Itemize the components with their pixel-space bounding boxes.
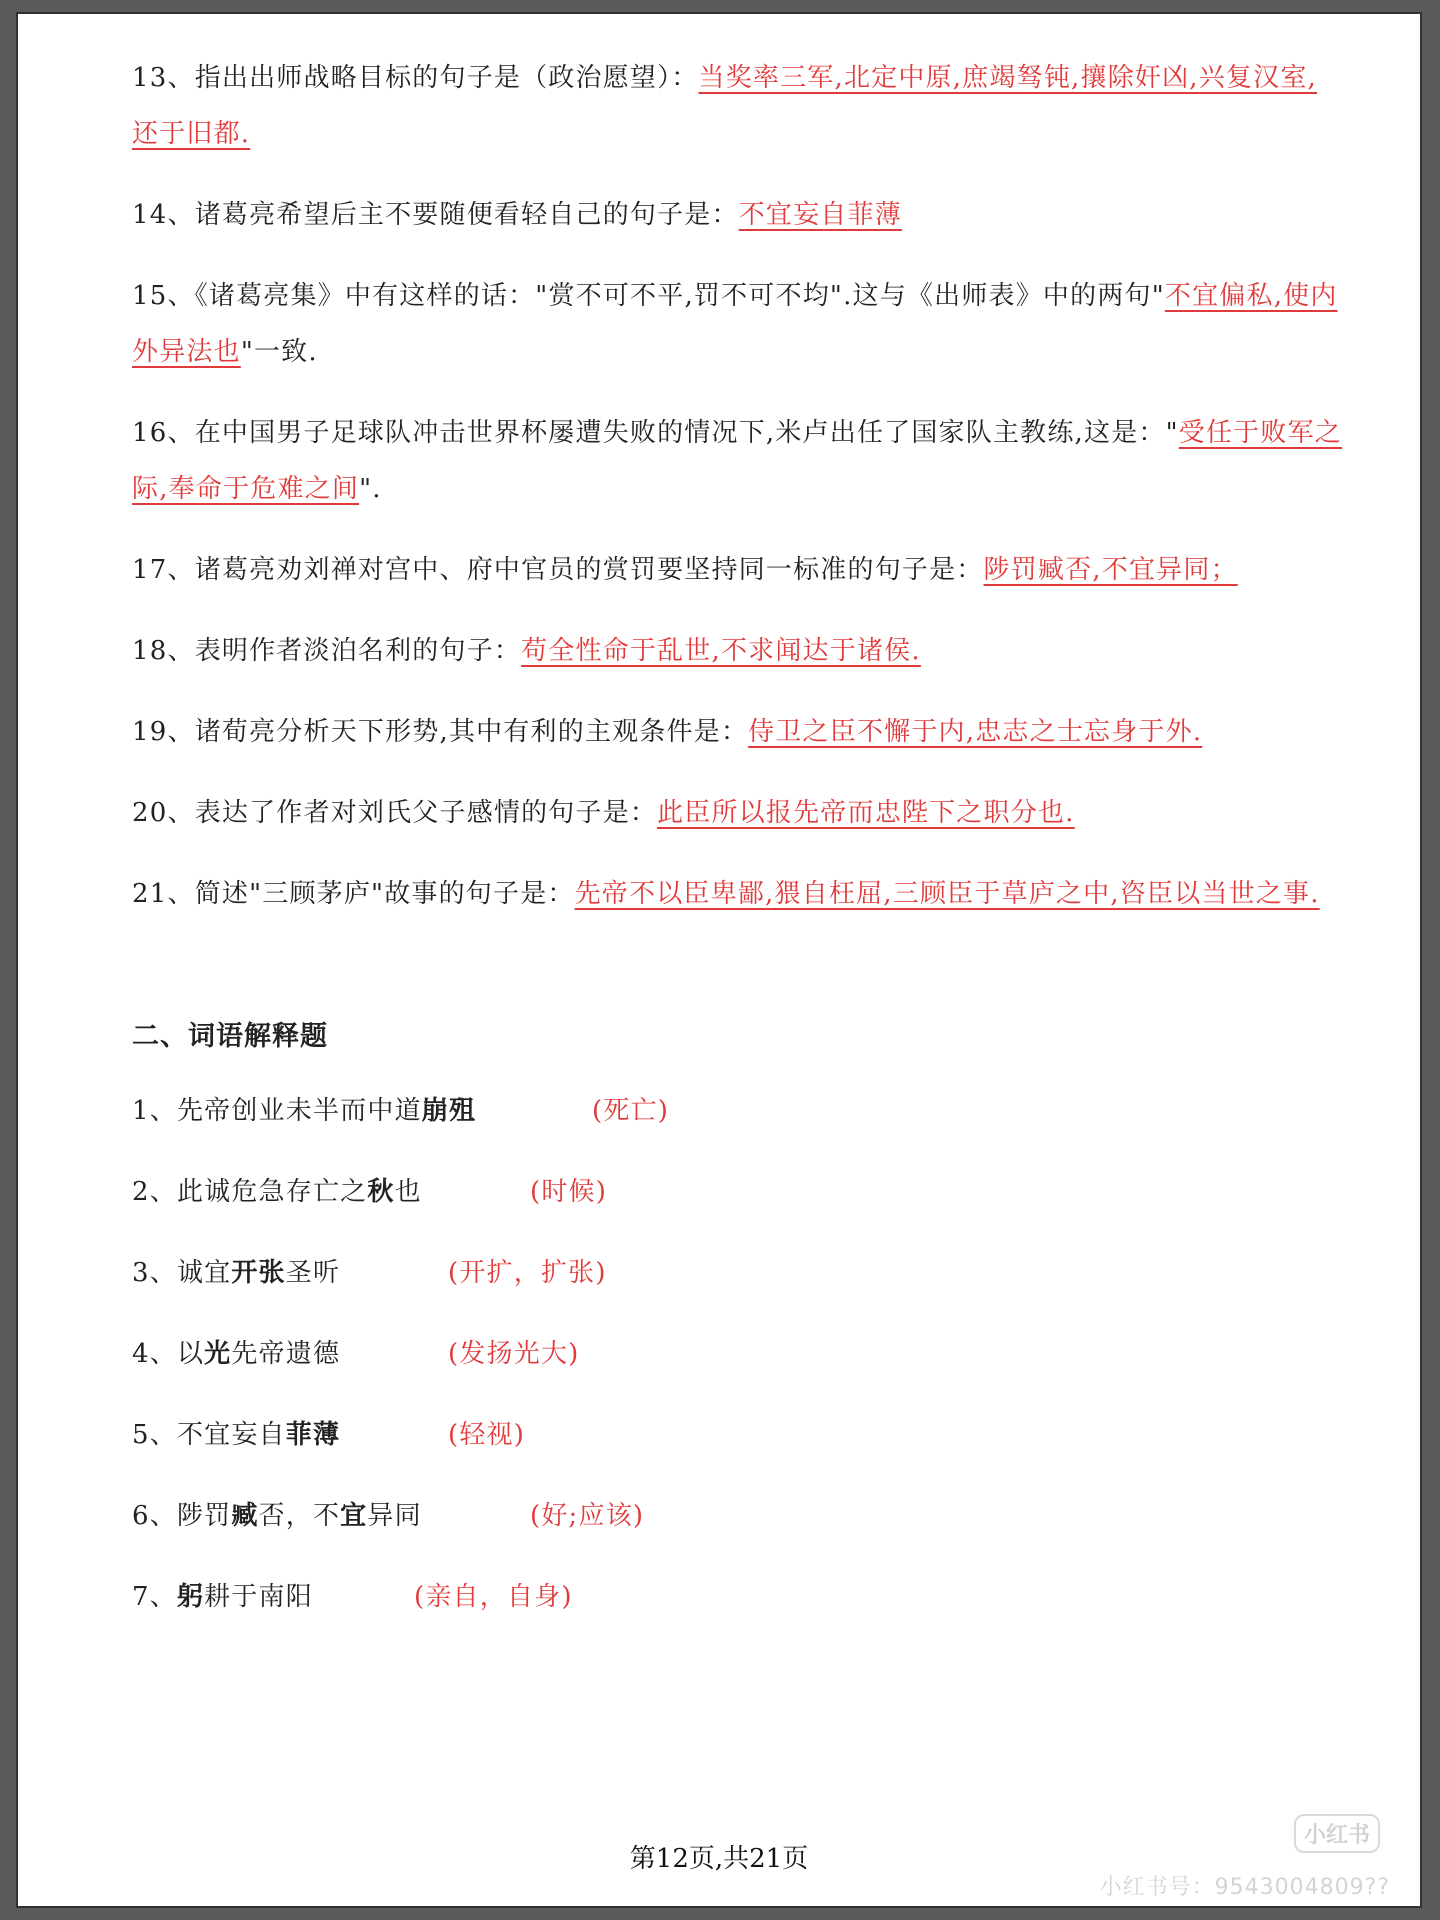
- vocab-item-7: 7、躬耕于南阳 (亲自，自身): [132, 1577, 1342, 1617]
- answer-18: 苟全性命于乱世,不求闻达于诸侯.: [521, 636, 921, 666]
- vocab-meaning: (开扩，扩张): [448, 1258, 607, 1288]
- page-number: 第12页,共21页: [629, 1844, 809, 1874]
- question-13: 13、指出出师战略目标的句子是（政治愿望）：当奖率三军,北定中原,庶竭驽钝,攘除奸凶,兴复汉室,还于旧都.: [132, 63, 1318, 149]
- vocab-meaning: (轻视): [448, 1420, 526, 1450]
- vocab-meaning: (发扬光大): [448, 1339, 580, 1369]
- question-18: 18、表明作者淡泊名利的句子：苟全性命于乱世,不求闻达于诸侯.: [132, 636, 921, 666]
- vocab-item-2: 2、此诚危急存亡之秋也 (时候): [132, 1172, 1342, 1212]
- question-21: 21、简述"三顾茅庐"故事的句子是：先帝不以臣卑鄙,猥自枉屈,三顾臣于草庐之中,咨臣以当世之事.: [132, 879, 1320, 909]
- vocab-keyword: 秋: [367, 1177, 395, 1207]
- vocab-keyword: 躬: [176, 1582, 205, 1612]
- vocab-keyword: 崩殂: [421, 1096, 477, 1126]
- question-15: 15、《诸葛亮集》中有这样的话："赏不可不平,罚不可不均".这与《出师表》中的两句"不宜偏私,使内外异法也"一致.: [132, 281, 1338, 367]
- vocab-item-3: 3、诚宜开张圣听 (开扩，扩张): [132, 1253, 1342, 1293]
- vocab-meaning: (好;应该): [530, 1501, 645, 1531]
- vocab-keyword: 光: [204, 1339, 232, 1369]
- question-17: 17、诸葛亮劝刘禅对宫中、府中官员的赏罚要坚持同一标准的句子是：陟罚臧否,不宜异同；: [132, 555, 1238, 585]
- answer-17: 陟罚臧否,不宜异同；: [983, 555, 1238, 585]
- vocab-item-1: 1、先帝创业未半而中道崩殂 (死亡): [132, 1091, 1342, 1131]
- watermark-text: 小红书号：9543004809??: [1099, 1875, 1390, 1900]
- vocab-keyword: 宜: [340, 1501, 368, 1531]
- vocab-meaning: (亲自，自身): [414, 1582, 573, 1612]
- vocab-keyword: 开张: [231, 1258, 286, 1288]
- vocab-item-5: 5、不宜妄自菲薄 (轻视): [132, 1415, 1342, 1455]
- vocab-item-6: 6、陟罚臧否，不宜异同 (好;应该): [132, 1496, 1342, 1536]
- section-title: 二、词语解释题: [132, 1021, 328, 1052]
- answer-16: 受任于败军之际,奉命于危难之间: [132, 418, 1342, 504]
- answer-20: 此臣所以报先帝而忠陛下之职分也.: [657, 798, 1075, 828]
- vocab-keyword: 菲薄: [285, 1420, 341, 1450]
- answer-15: 不宜偏私,使内外异法也: [132, 281, 1338, 367]
- answer-13: 当奖率三军,北定中原,庶竭驽钝,攘除奸凶,兴复汉室,还于旧都.: [132, 63, 1318, 149]
- question-19: 19、诸荀亮分析天下形势,其中有利的主观条件是：侍卫之臣不懈于内,忠志之士忘身于外.: [132, 717, 1203, 747]
- answer-14: 不宜妄自菲薄: [738, 200, 902, 230]
- question-20: 20、表达了作者对刘氏父子感情的句子是：此臣所以报先帝而忠陛下之职分也.: [132, 798, 1075, 828]
- vocab-keyword: 臧: [231, 1501, 259, 1531]
- question-14: 14、诸葛亮希望后主不要随便看轻自己的句子是：不宜妄自菲薄: [132, 200, 902, 230]
- vocab-meaning: (时候): [530, 1177, 608, 1207]
- vocab-item-4: 4、以光先帝遗德 (发扬光大): [132, 1334, 1342, 1374]
- page-content: [132, 50, 1342, 1658]
- answer-21: 先帝不以臣卑鄙,猥自枉屈,三顾臣于草庐之中,咨臣以当世之事.: [574, 879, 1320, 909]
- question-16: 16、在中国男子足球队冲击世界杯屡遭失败的情况下,米卢出任了国家队主教练,这是："受任于败军之际,奉命于危难之间".: [132, 418, 1342, 504]
- vocab-meaning: (死亡): [592, 1096, 670, 1126]
- watermark-logo: 小红书: [1294, 1814, 1380, 1853]
- document-page: [16, 12, 1422, 1908]
- answer-19: 侍卫之臣不懈于内,忠志之士忘身于外.: [748, 717, 1203, 747]
